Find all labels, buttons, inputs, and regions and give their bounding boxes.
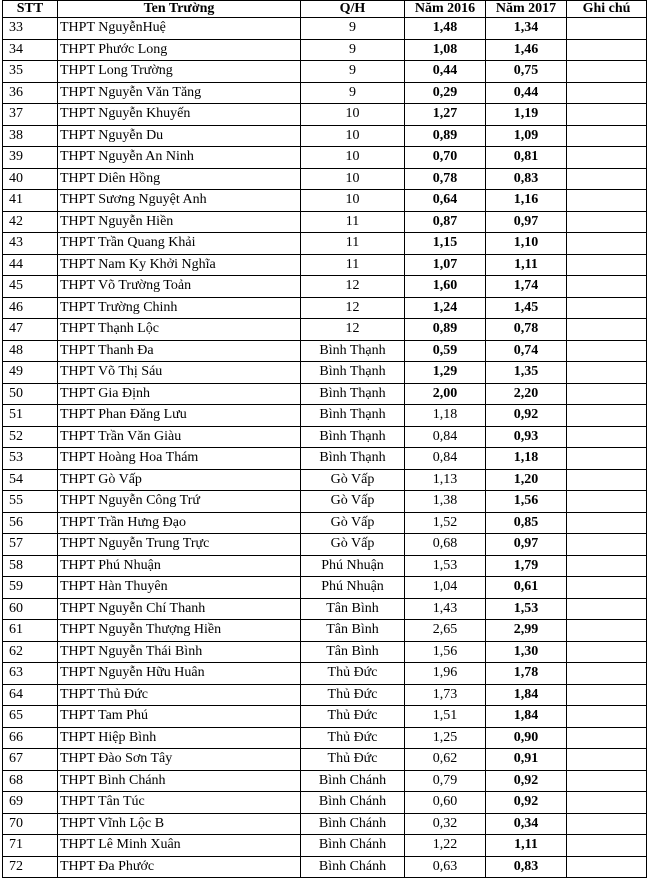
row-stt: 61: [3, 620, 58, 642]
row-district: 10: [301, 168, 405, 190]
row-note: [567, 82, 647, 104]
table-row: [3, 727, 647, 749]
row-year-2017: 1,45: [486, 297, 567, 319]
row-year-2017: 1,84: [486, 684, 567, 706]
row-year-2017: 1,56: [486, 491, 567, 513]
row-year-2016: 0,60: [405, 792, 486, 814]
row-year-2016: 1,15: [405, 233, 486, 255]
table-row: [3, 61, 647, 83]
row-stt: 69: [3, 792, 58, 814]
row-year-2017: 1,35: [486, 362, 567, 384]
row-stt: 62: [3, 641, 58, 663]
row-note: [567, 512, 647, 534]
row-school-name: THPT Nguyễn Hữu Huân: [58, 663, 301, 685]
row-stt: 34: [3, 39, 58, 61]
row-note: [567, 749, 647, 771]
row-school-name: THPT Trần Văn Giàu: [58, 426, 301, 448]
row-school-name: THPT Hoàng Hoa Thám: [58, 448, 301, 470]
row-school-name: THPT Nguyễn Chí Thanh: [58, 598, 301, 620]
row-year-2017: 0,92: [486, 405, 567, 427]
row-year-2016: 1,38: [405, 491, 486, 513]
row-district: Thủ Đức: [301, 706, 405, 728]
table-row: [3, 620, 647, 642]
row-note: [567, 555, 647, 577]
row-note: [567, 125, 647, 147]
row-year-2017: 0,92: [486, 792, 567, 814]
row-district: Gò Vấp: [301, 512, 405, 534]
header-school-name: Ten Trường: [58, 1, 301, 18]
table-row: [3, 555, 647, 577]
row-district: Gò Vấp: [301, 491, 405, 513]
table-row: [3, 104, 647, 126]
table-row: [3, 835, 647, 857]
row-note: [567, 39, 647, 61]
row-school-name: THPT Tam Phú: [58, 706, 301, 728]
row-year-2016: 1,27: [405, 104, 486, 126]
row-school-name: THPT Võ Trường Toản: [58, 276, 301, 298]
row-note: [567, 620, 647, 642]
row-district: Thủ Đức: [301, 727, 405, 749]
row-year-2016: 0,89: [405, 125, 486, 147]
row-district: Bình Thạnh: [301, 426, 405, 448]
row-district: 10: [301, 125, 405, 147]
row-district: Gò Vấp: [301, 534, 405, 556]
row-note: [567, 297, 647, 319]
row-year-2016: 0,87: [405, 211, 486, 233]
row-district: 10: [301, 147, 405, 169]
row-district: Thủ Đức: [301, 749, 405, 771]
row-note: [567, 598, 647, 620]
row-year-2016: 1,07: [405, 254, 486, 276]
row-school-name: THPT Nguyễn Trung Trực: [58, 534, 301, 556]
row-stt: 57: [3, 534, 58, 556]
row-note: [567, 684, 647, 706]
table-row: [3, 18, 647, 40]
row-note: [567, 405, 647, 427]
row-year-2016: 1,73: [405, 684, 486, 706]
row-year-2017: 2,99: [486, 620, 567, 642]
table-header: [3, 1, 647, 18]
row-note: [567, 233, 647, 255]
row-year-2016: 0,84: [405, 426, 486, 448]
row-school-name: THPT Thạnh Lộc: [58, 319, 301, 341]
row-year-2017: 0,74: [486, 340, 567, 362]
row-school-name: THPT Trần Quang Khải: [58, 233, 301, 255]
row-year-2017: 1,46: [486, 39, 567, 61]
row-note: [567, 792, 647, 814]
row-year-2017: 0,93: [486, 426, 567, 448]
row-school-name: THPT Vĩnh Lộc B: [58, 813, 301, 835]
row-district: Thủ Đức: [301, 684, 405, 706]
table-row: [3, 469, 647, 491]
row-note: [567, 813, 647, 835]
row-school-name: THPT Bình Chánh: [58, 770, 301, 792]
row-stt: 50: [3, 383, 58, 405]
row-school-name: THPT Phú Nhuận: [58, 555, 301, 577]
row-district: Bình Chánh: [301, 856, 405, 878]
row-stt: 55: [3, 491, 58, 513]
row-year-2017: 1,78: [486, 663, 567, 685]
row-district: Bình Thạnh: [301, 383, 405, 405]
row-district: Thủ Đức: [301, 663, 405, 685]
header-note: Ghi chú: [567, 1, 647, 18]
row-year-2017: 0,97: [486, 211, 567, 233]
row-stt: 72: [3, 856, 58, 878]
row-year-2016: 0,63: [405, 856, 486, 878]
row-district: Tân Bình: [301, 598, 405, 620]
row-district: Phú Nhuận: [301, 577, 405, 599]
row-year-2017: 0,34: [486, 813, 567, 835]
table-row: [3, 641, 647, 663]
row-note: [567, 147, 647, 169]
table-body: [3, 18, 647, 878]
table-row: [3, 684, 647, 706]
row-note: [567, 254, 647, 276]
table-row: [3, 211, 647, 233]
row-school-name: THPT Long Trường: [58, 61, 301, 83]
table-row: [3, 362, 647, 384]
row-note: [567, 104, 647, 126]
table-row: [3, 168, 647, 190]
row-note: [567, 577, 647, 599]
row-stt: 67: [3, 749, 58, 771]
score-table: [2, 0, 647, 878]
header-stt: STT: [3, 1, 58, 18]
row-year-2017: 0,91: [486, 749, 567, 771]
table-row: [3, 792, 647, 814]
table-row: [3, 297, 647, 319]
row-year-2016: 1,51: [405, 706, 486, 728]
row-stt: 51: [3, 405, 58, 427]
row-school-name: THPT Nguyễn Công Trứ: [58, 491, 301, 513]
row-school-name: THPT Nguyễn Thái Bình: [58, 641, 301, 663]
row-year-2017: 1,74: [486, 276, 567, 298]
row-school-name: THPT NguyễnHuệ: [58, 18, 301, 40]
row-year-2017: 1,10: [486, 233, 567, 255]
row-district: Bình Chánh: [301, 770, 405, 792]
row-year-2017: 1,18: [486, 448, 567, 470]
table-row: [3, 856, 647, 878]
row-year-2016: 1,48: [405, 18, 486, 40]
header-row: [3, 1, 647, 18]
row-school-name: THPT Sương Nguyệt Anh: [58, 190, 301, 212]
row-district: Bình Thạnh: [301, 405, 405, 427]
row-district: Bình Thạnh: [301, 448, 405, 470]
row-note: [567, 61, 647, 83]
table-row: [3, 749, 647, 771]
row-year-2016: 1,60: [405, 276, 486, 298]
row-year-2016: 1,53: [405, 555, 486, 577]
row-year-2017: 0,61: [486, 577, 567, 599]
row-stt: 52: [3, 426, 58, 448]
row-district: 9: [301, 18, 405, 40]
row-school-name: THPT Lê Minh Xuân: [58, 835, 301, 857]
table-row: [3, 577, 647, 599]
row-year-2016: 1,04: [405, 577, 486, 599]
row-district: Gò Vấp: [301, 469, 405, 491]
row-school-name: THPT Phan Đăng Lưu: [58, 405, 301, 427]
header-year-2016: Năm 2016: [405, 1, 486, 18]
row-district: Tân Bình: [301, 620, 405, 642]
row-district: Bình Thạnh: [301, 362, 405, 384]
row-note: [567, 340, 647, 362]
row-note: [567, 190, 647, 212]
row-stt: 54: [3, 469, 58, 491]
row-year-2017: 0,75: [486, 61, 567, 83]
row-year-2016: 1,18: [405, 405, 486, 427]
row-year-2017: 2,20: [486, 383, 567, 405]
row-year-2016: 0,79: [405, 770, 486, 792]
row-year-2016: 0,70: [405, 147, 486, 169]
row-school-name: THPT Nam Ky Khởi Nghĩa: [58, 254, 301, 276]
row-district: 10: [301, 104, 405, 126]
row-year-2016: 0,78: [405, 168, 486, 190]
row-school-name: THPT Hiệp Bình: [58, 727, 301, 749]
row-year-2016: 1,52: [405, 512, 486, 534]
table-row: [3, 276, 647, 298]
row-year-2017: 1,11: [486, 254, 567, 276]
row-school-name: THPT Phước Long: [58, 39, 301, 61]
row-school-name: THPT Gia Định: [58, 383, 301, 405]
table-row: [3, 147, 647, 169]
row-year-2017: 0,81: [486, 147, 567, 169]
row-year-2016: 1,29: [405, 362, 486, 384]
row-year-2016: 2,00: [405, 383, 486, 405]
row-school-name: THPT Nguyễn Thượng Hiền: [58, 620, 301, 642]
table-row: [3, 534, 647, 556]
row-stt: 56: [3, 512, 58, 534]
row-year-2017: 0,85: [486, 512, 567, 534]
row-district: 9: [301, 61, 405, 83]
table-row: [3, 770, 647, 792]
row-year-2016: 1,96: [405, 663, 486, 685]
row-year-2016: 1,56: [405, 641, 486, 663]
row-year-2016: 0,44: [405, 61, 486, 83]
row-school-name: THPT Nguyễn An Ninh: [58, 147, 301, 169]
header-district: Q/H: [301, 1, 405, 18]
row-district: 9: [301, 82, 405, 104]
row-note: [567, 168, 647, 190]
row-year-2016: 0,29: [405, 82, 486, 104]
row-note: [567, 426, 647, 448]
row-stt: 64: [3, 684, 58, 706]
row-year-2017: 0,92: [486, 770, 567, 792]
row-year-2017: 0,83: [486, 856, 567, 878]
row-year-2017: 1,11: [486, 835, 567, 857]
row-school-name: THPT Hàn Thuyên: [58, 577, 301, 599]
row-district: Phú Nhuận: [301, 555, 405, 577]
row-year-2017: 1,20: [486, 469, 567, 491]
row-year-2016: 0,62: [405, 749, 486, 771]
row-stt: 41: [3, 190, 58, 212]
row-school-name: THPT Thanh Đa: [58, 340, 301, 362]
row-district: 11: [301, 254, 405, 276]
row-stt: 33: [3, 18, 58, 40]
row-year-2016: 0,59: [405, 340, 486, 362]
row-note: [567, 362, 647, 384]
row-note: [567, 706, 647, 728]
row-stt: 49: [3, 362, 58, 384]
row-stt: 37: [3, 104, 58, 126]
table-row: [3, 39, 647, 61]
row-year-2016: 2,65: [405, 620, 486, 642]
row-stt: 70: [3, 813, 58, 835]
row-school-name: THPT Võ Thị Sáu: [58, 362, 301, 384]
row-stt: 43: [3, 233, 58, 255]
row-year-2017: 1,84: [486, 706, 567, 728]
row-stt: 36: [3, 82, 58, 104]
row-stt: 44: [3, 254, 58, 276]
row-district: Bình Chánh: [301, 813, 405, 835]
row-stt: 58: [3, 555, 58, 577]
row-stt: 68: [3, 770, 58, 792]
row-note: [567, 641, 647, 663]
row-note: [567, 276, 647, 298]
row-stt: 71: [3, 835, 58, 857]
row-note: [567, 469, 647, 491]
row-district: 10: [301, 190, 405, 212]
table-row: [3, 233, 647, 255]
row-stt: 63: [3, 663, 58, 685]
row-note: [567, 534, 647, 556]
table-row: [3, 706, 647, 728]
row-year-2017: 0,97: [486, 534, 567, 556]
row-district: Bình Chánh: [301, 835, 405, 857]
table-row: [3, 491, 647, 513]
row-year-2017: 1,34: [486, 18, 567, 40]
table-row: [3, 405, 647, 427]
row-district: 12: [301, 276, 405, 298]
table-row: [3, 663, 647, 685]
row-stt: 59: [3, 577, 58, 599]
row-stt: 39: [3, 147, 58, 169]
row-year-2016: 0,89: [405, 319, 486, 341]
table-row: [3, 340, 647, 362]
row-district: 12: [301, 297, 405, 319]
table-row: [3, 512, 647, 534]
header-year-2017: Năm 2017: [486, 1, 567, 18]
row-stt: 45: [3, 276, 58, 298]
row-district: 11: [301, 233, 405, 255]
row-year-2016: 0,32: [405, 813, 486, 835]
table-row: [3, 125, 647, 147]
row-school-name: THPT Trường Chinh: [58, 297, 301, 319]
row-year-2016: 1,22: [405, 835, 486, 857]
row-school-name: THPT Nguyễn Khuyến: [58, 104, 301, 126]
row-year-2017: 1,09: [486, 125, 567, 147]
row-year-2017: 1,19: [486, 104, 567, 126]
row-district: 12: [301, 319, 405, 341]
row-note: [567, 856, 647, 878]
row-school-name: THPT Thủ Đức: [58, 684, 301, 706]
row-district: 11: [301, 211, 405, 233]
row-school-name: THPT Tân Túc: [58, 792, 301, 814]
row-note: [567, 770, 647, 792]
row-stt: 60: [3, 598, 58, 620]
row-stt: 48: [3, 340, 58, 362]
row-stt: 65: [3, 706, 58, 728]
row-school-name: THPT Gò Vấp: [58, 469, 301, 491]
row-note: [567, 835, 647, 857]
table-row: [3, 82, 647, 104]
row-year-2017: 0,78: [486, 319, 567, 341]
table-row: [3, 383, 647, 405]
row-note: [567, 448, 647, 470]
row-year-2016: 1,25: [405, 727, 486, 749]
row-stt: 47: [3, 319, 58, 341]
row-year-2016: 0,64: [405, 190, 486, 212]
row-stt: 42: [3, 211, 58, 233]
row-school-name: THPT Nguyễn Hiền: [58, 211, 301, 233]
row-district: Bình Chánh: [301, 792, 405, 814]
row-school-name: THPT Đào Sơn Tây: [58, 749, 301, 771]
row-year-2016: 1,43: [405, 598, 486, 620]
table-row: [3, 319, 647, 341]
table-row: [3, 813, 647, 835]
row-note: [567, 663, 647, 685]
row-school-name: THPT Nguyễn Du: [58, 125, 301, 147]
row-note: [567, 491, 647, 513]
row-stt: 40: [3, 168, 58, 190]
row-year-2017: 1,53: [486, 598, 567, 620]
row-year-2017: 0,90: [486, 727, 567, 749]
row-year-2016: 0,84: [405, 448, 486, 470]
row-district: Bình Thạnh: [301, 340, 405, 362]
table-row: [3, 254, 647, 276]
row-stt: 66: [3, 727, 58, 749]
row-year-2016: 1,24: [405, 297, 486, 319]
row-school-name: THPT Diên Hồng: [58, 168, 301, 190]
row-year-2017: 0,83: [486, 168, 567, 190]
row-school-name: THPT Trần Hưng Đạo: [58, 512, 301, 534]
row-note: [567, 211, 647, 233]
row-school-name: THPT Nguyễn Văn Tăng: [58, 82, 301, 104]
row-year-2017: 1,16: [486, 190, 567, 212]
row-year-2017: 0,44: [486, 82, 567, 104]
row-district: Tân Bình: [301, 641, 405, 663]
row-note: [567, 319, 647, 341]
row-school-name: THPT Đa Phước: [58, 856, 301, 878]
table-row: [3, 598, 647, 620]
row-stt: 53: [3, 448, 58, 470]
row-year-2017: 1,30: [486, 641, 567, 663]
row-stt: 46: [3, 297, 58, 319]
row-district: 9: [301, 39, 405, 61]
row-year-2016: 1,08: [405, 39, 486, 61]
row-stt: 38: [3, 125, 58, 147]
row-note: [567, 383, 647, 405]
row-note: [567, 727, 647, 749]
row-note: [567, 18, 647, 40]
row-year-2016: 1,13: [405, 469, 486, 491]
row-year-2017: 1,79: [486, 555, 567, 577]
table-row: [3, 448, 647, 470]
row-year-2016: 0,68: [405, 534, 486, 556]
table-row: [3, 190, 647, 212]
row-stt: 35: [3, 61, 58, 83]
table-row: [3, 426, 647, 448]
